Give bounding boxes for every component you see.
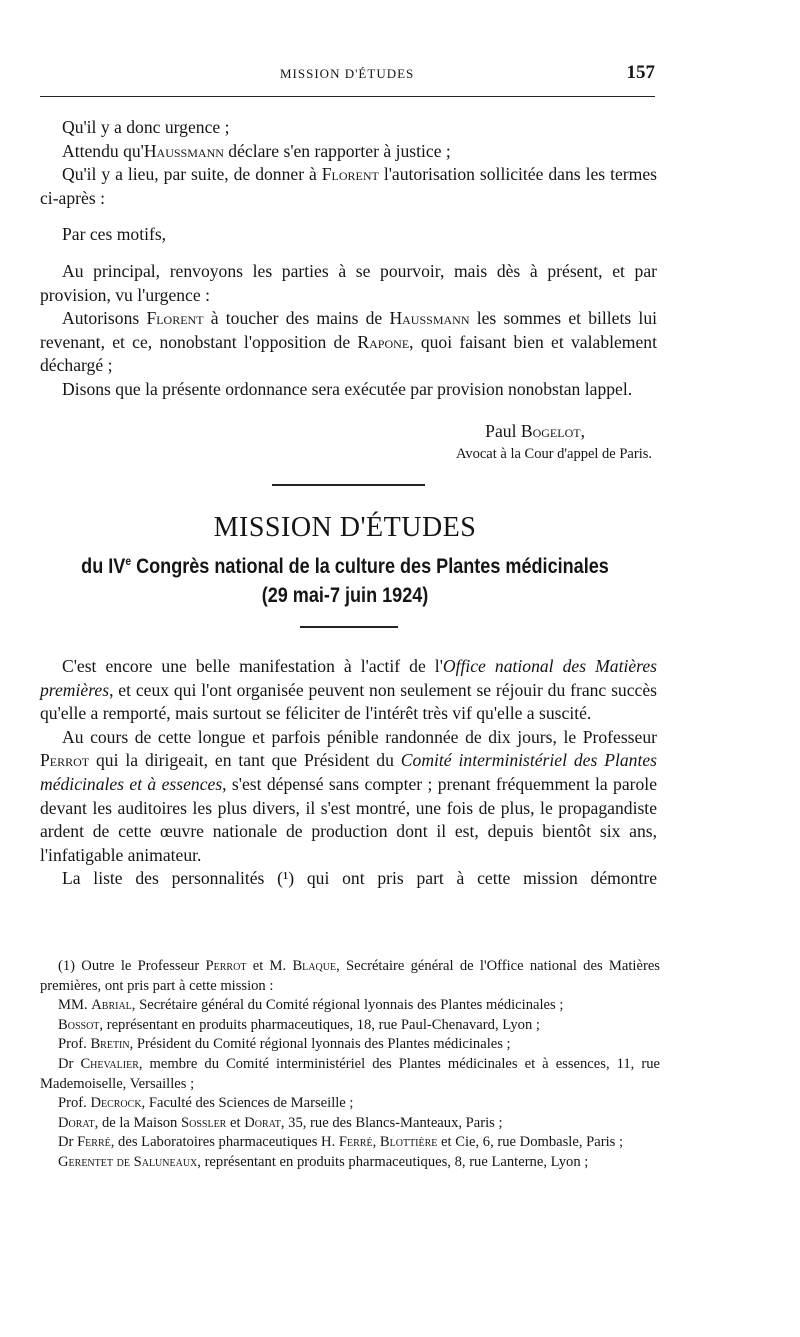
signature (40, 420, 655, 465)
footnote: Gerentet de Saluneaux, représentant en produits pharmaceutiques, 8, rue Lanterne, Lyon ; (58, 1153, 589, 1170)
page-header (40, 62, 655, 100)
footnote: Dorat, de la Maison Sossler et Dorat, 35, rue des Blancs-Manteaux, Paris ; (58, 1114, 503, 1131)
paragraph: Qu'il y a donc urgence ; (62, 117, 230, 137)
header-rule (40, 96, 655, 97)
paragraph: Au principal, renvoyons les parties à se pourvoir, mais dès à présent, et par provision, vu l'urgence : (40, 260, 657, 305)
article-title: MISSION D'ÉTUDES (213, 512, 477, 543)
footnote: (1) Outre le Professeur Perrot et M. Blaque, Secrétaire général de l'Office national des Matières premières, ont pris part à cette mission : (40, 958, 660, 994)
paragraph: Par ces motifs, (62, 224, 167, 245)
footnote: Prof. Bretin, Président du Comité régional lyonnais des Plantes médicinales ; (58, 1036, 511, 1053)
paragraph: Attendu qu'Haussmann déclare s'en rapporter à justice ; (62, 140, 451, 161)
title-divider (300, 626, 398, 628)
article-dates: (29 mai-7 juin 1924) (261, 584, 429, 607)
paragraph: La liste des personnalités (¹) qui ont pris part à cette mission démontre (62, 868, 657, 889)
signature-title: Avocat à la Cour d'appel de Paris. (455, 446, 652, 462)
ordonnance-text (40, 116, 657, 402)
article-subtitle: du IVe Congrès national de la culture des Plantes médicinales (81, 554, 609, 578)
signature-name: Paul Bogelot, (485, 421, 585, 441)
footnote: Prof. Decrock, Faculté des Sciences de Marseille ; (58, 1095, 354, 1112)
paragraph: Au cours de cette longue et parfois pénible randonnée de dix jours, le Professeur Perrot qui la dirigeait, en tant que Président du Comité interministériel des Plantes médicinales et à essences, s'est dépensé sans compter ; prenant fréquemment la parole devant les auditoires les plus divers, il s'est montré, une fois de plus, le propagandiste ardent de cette œuvre nationale de production dont il est, depuis bientôt six ans, l'infatigable animateur. (40, 726, 658, 865)
paragraph: Qu'il y a lieu, par suite, de donner à Florent l'autorisation sollicitée dans les termes ci-après : (40, 164, 657, 208)
footnotes (40, 957, 660, 1173)
footnote: Bossot, représentant en produits pharmaceutiques, 18, rue Paul-Chenavard, Lyon ; (58, 1016, 540, 1033)
running-head: MISSION D'ÉTUDES (280, 66, 415, 81)
footnote: Dr Ferré, des Laboratoires pharmaceutiques H. Ferré, Blottière et Cie, 6, rue Dombasle, Paris ; (58, 1134, 624, 1151)
paragraph: C'est encore une belle manifestation à l'actif de l'Office national des Matières premières, et ceux qui l'ont organisée peuvent non seulement se réjouir du franc succès qu'elle a remporté, mais surtout se féliciter de l'intérêt très vif qu'elle a suscité. (40, 656, 658, 724)
article-body (40, 655, 657, 891)
section-divider (272, 484, 425, 486)
paragraph: Autorisons Florent à toucher des mains de Haussmann les sommes et billets lui revenant, et ce, nonobstant l'opposition de Rapone, quoi faisant bien et valablement déchargé ; (40, 308, 658, 376)
article-heading (30, 510, 660, 610)
paragraph: Disons que la présente ordonnance sera exécutée par provision nonobstan lappel. (62, 378, 633, 399)
footnote: MM. Abrial, Secrétaire général du Comité régional lyonnais des Plantes médicinales ; (58, 997, 564, 1014)
footnote: Dr Chevalier, membre du Comité interministériel des Plantes médicinales et à essences, 11, rue Mademoiselle, Versailles ; (40, 1055, 660, 1092)
page-number: 157 (626, 62, 655, 83)
